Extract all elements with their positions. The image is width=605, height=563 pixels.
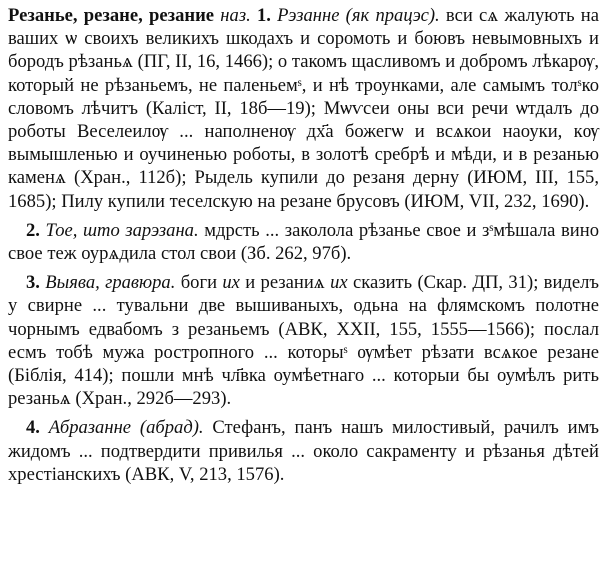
sense-gloss: Выява, гравюра. — [45, 272, 176, 294]
sense-3 — [8, 271, 599, 410]
sense-gloss: Абразанне (абрад). — [48, 417, 204, 439]
sense-citations: вси сѧ жалують на ваших ѡ своихъ великихъ шкодахъ и соромоть и боювъ невымовныхъ и бородъ рѣзаньѧ (ПГ, II, 16, 1466); о такомъ щасливомъ и добромъ лѣкарѹ, который не рѣзаньемъ, не паленьемˢ, и нѣ троунками, але самымъ толˢко словомъ лѣчитъ (Каліст, II, 18б—19); Мѡѵсеи оны вси речи ѡтдалъ до роботы Веселеилѹ ... наполненѹ дх҃а божегѡ и всѧкои наоуки, кѹ вымышленью и оучиненью роботы, в золотѣ сребрѣ и мѣди, и в резанью каменѧ (Хран., 112б); Рыдель купили до резаня дерну (ИЮМ, III, 155, 1685); Пилу купили теселскую на резане брусовъ (ИЮМ, VII, 232, 1690). — [8, 5, 599, 212]
sense-quote-mid: и резаниѧ — [245, 272, 325, 294]
sense-citations: мдрсть ... заколола рѣзанье свое и зˢмѣшала вино свое теж оурѧдила стол свои (Зб. 262, 97б). — [8, 219, 599, 265]
sense-gloss: Рэзанне (як працэс). — [277, 5, 440, 26]
sense-italic-word: их — [330, 272, 348, 294]
sense-gloss: Тое, што зарэзана. — [45, 219, 199, 241]
sense-1 — [8, 4, 599, 213]
headword: Резанье, резане, резание — [8, 5, 215, 26]
sense-quote-start: боги — [180, 272, 218, 294]
sense-4 — [8, 416, 599, 486]
sense-number: 4. — [26, 417, 40, 439]
sense-number: 1. — [256, 5, 271, 26]
grammar-label: наз. — [220, 5, 251, 26]
sense-number: 2. — [26, 219, 40, 241]
sense-number: 3. — [26, 272, 40, 294]
sense-italic-word: их — [222, 272, 240, 294]
sense-citations: Стефанъ, панъ нашъ милостивый, рачилъ имъ жидомъ ... подтвердити привилья ... около сакраменту и рѣзанья дѣтей хрестіанскихъ (АВК, V, 213, 1576). — [8, 417, 599, 485]
sense-citations: сказить (Скар. ДП, 31); виделъ у свирне ... тувальни две вышиваныхъ, одьна на флямскомъ полотне чорнымъ едвабомъ з резаньемъ (АВК, XXII, 155, 1555—1566); послал есмъ тобѣ мужа ростропного ... которыˢ ѹмѣет рѣзати всѧкое резане (Біблія, 414); пошли мнѣ чл҃вка оумѣетнаго ... которыи бы оумѣлъ рить резаньѧ (Хран., 292б—293). — [8, 272, 600, 410]
sense-2 — [8, 219, 599, 265]
